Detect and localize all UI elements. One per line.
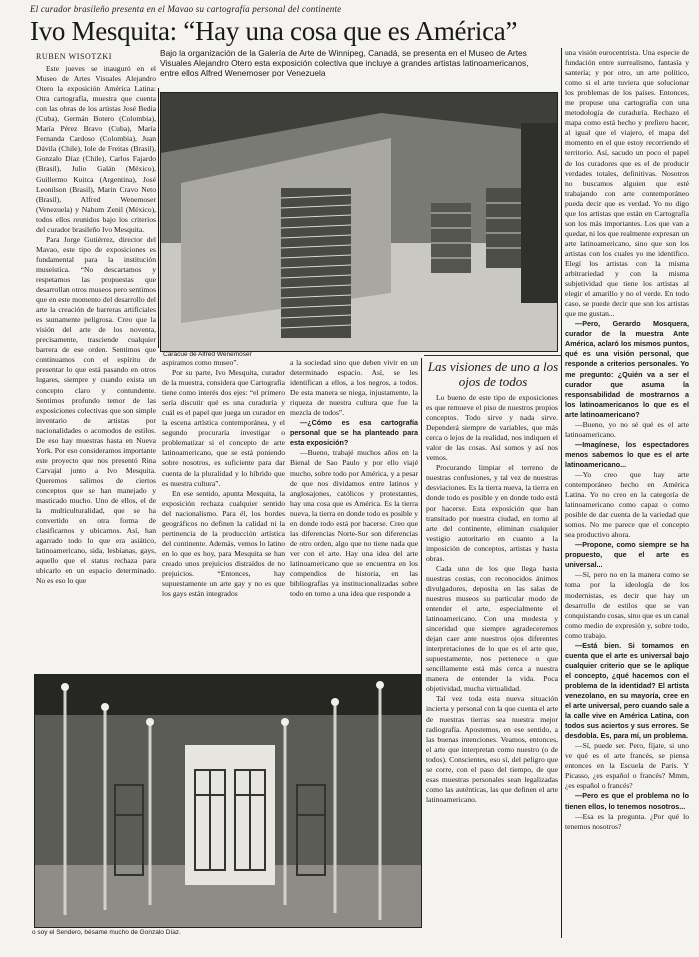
question — [565, 319, 689, 419]
paragraph: una visión eurocentrista. Una especie de fundación entre surrealismo, fantasía y santería; y por otro, un arte político, como si el arte tuviera que solucionar los problemas de los países. Entonces, me propuse una cartografía con una metodología de curaduría. Rechazo el mapa como está hecho y prefiero hacer, al igual que el viajero, el mapa del momento en el que estoy recorriendo el territorio. Así, sacudo un poco el papel de los curadores que es el de producir verdades totales, definitivas. Nosotros no buscamos alguien que esté trabajando con arte contemporáneo pueda decir que es verdad. Yo no digo que los artistas que están en Cartografía son los más importantes. Los que van a quedar, ni los que realmente expresan un arte latinoamericano, sino que son los artistas con los cuales yo me identifico. Elegí los artistas con la misma arbitrariedad y con la misma subjetividad que tiene los artistas al elegir el amarillo y no el verde. En todo caso, se puede decir que son los artistas que me gustan... — [565, 48, 689, 319]
paragraph: Para Jorge Gutiérrez, director del Mavao, este tipo de exposiciones es fundamental para la institución museística. “No descartamos y respetamos las propuestas que desarrollan otros museos pero sentimos que en este momento del desarrollo del arte la creación de barreras artificiales es sumamente peligrosa. Creo que la visión del arte de los noventa, precisamente, trasciende cualquier barrera de ese orden. Sentimos que continuamos con el espíritu de presentar lo que está pasando en otros lugares, siempre y cuando exista un concepto claro y contundente. Sentimos profundo temor de las exposiciones colectivas que son simple inventario de artistas por nacionalidades o acomodos de estilos. De eso hay muestras hasta en Nueva York. Por eso consideramos importante este proyecto que nos presentó Rina Carvajal junto a Ivo Mesquita. Queremos salirnos de ciertos conceptos que se han manejado y masticado mucho. Uno de ellos, el de la multiculturalidad, que se ha convertido en otra forma de clasificarnos y ubicarnos. Así, han agarrado todo lo que era asiático, latinoamericano, sida, lesbianas, gays, aquello que el status rechaza para ubicarlo en un espacio determinado. No es eso lo que — [36, 234, 156, 586]
question — [565, 540, 689, 570]
sidebar-title: Las visiones de uno a los ojos de todos — [424, 355, 562, 389]
paragraph: —Sí, pero no en la manera como se toma por la ideología de los modernistas, es decir que hay un desarrollo de estilos que se van conquistando cosas, sino que es un canal como medio de expresión y, sobre todo, como trabajo. — [565, 570, 689, 640]
question-text: —Imagínese, los espectadores menos sabemos lo que es el arte latinoamericano... — [565, 439, 689, 469]
question-text: —Está bien. Si tomamos en cuenta que el arte es universal bajo cualquier criterio que se le aplique el concepto, ¿qué hacemos con el problema de la identidad? El artista venezolano, en su mayoría, cree en el arte universal, pero cuando sale a la calle vive en América Latina, con todos sus aciertos y sus errores. Se desdobla. Es, para mí, un problema. — [565, 640, 689, 741]
column-3 — [290, 358, 418, 670]
question-text: —Pero, Gerardo Mosquera, curador de la muestra Ante América, aclaró los mismos puntos, qué es una visión personal, que responde a criterios personales. Yo me pregunto: ¿Quién va a ser el curador que asuma la responsabilidad de mostrarnos a los latinoamericanos lo que es el arte latinoamericano? — [565, 319, 689, 419]
question — [290, 418, 418, 448]
question — [565, 791, 689, 811]
paragraph: Lo bueno de este tipo de exposiciones es que remueve el piso de nuestros propios conceptos. Todo sirve y nada sirve. Dependerá siempre de variables, que más cerca o lejos de la realidad, nos indiquen el valor de las cosas. Así somos y así nos vemos. — [426, 393, 558, 463]
photo-installation-diaz — [34, 674, 422, 928]
paragraph: Cada uno de los que llega hasta nuestras costas, con reconocidos ánimos divulgadores, deposita en las salas de nuestros museos su particular modo de entender el arte, especialmente el latinoamericano. Con una modesta y sinceridad que siempre agradeceremos dejan caer ante nuestros ojos diferentes interpretaciones de lo que es el arte que, supuestamente, nos pertenece o que sencillamente está más cerca a nuestra manera de entender la vida. Poca objetividad, mucha virtualidad. — [426, 563, 558, 694]
column-1 — [36, 64, 156, 669]
column-4-sidebar — [426, 393, 558, 941]
column-5 — [565, 48, 689, 948]
paragraph: Por su parte, Ivo Mesquita, curador de la muestra, considera que Cartografía tiene como interés dos ejes: “el primero sería discutir qué es una curaduría y cuál es el papel que juega un curador en la escena artística contemporánea, y el segundo procuraría investigar o problematizar si el concepto de arte latinoamericano, que se está poniendo sobre nosotros, es suficiente para dar cuenta de la pluralidad y lo híbrido que es nuestra cultura”. — [162, 368, 285, 488]
deck: Bajo la organización de la Galería de Arte de Winnipeg, Canadá, se presenta en el Museo de Artes Visuales Alejandro Otero esta exposición colectiva que incluye a grandes artistas latinoamericanos, entre ellos Alfred Wenemoser por Venezuela — [160, 48, 529, 78]
paragraph: Tal vez toda esta nueva situación incierta y personal con la que cuenta el arte de nuestras tierras sea nuestra mejor radiografía. Apostemos, en ese sentido, a las buenas intenciones. Veamos, entonces, el arte que interpretan como nuestro (o de todos). Conscientes, eso sí, del peligro que se corre, con el paso del tiempo, de que esas muestras personales sean legalizadas como las auténticas, las que definen el arte latinoamericano. — [426, 694, 558, 804]
column-rule — [158, 88, 159, 348]
paragraph: a la sociedad sino que deben vivir en un determinado espacio. Así, se les identifican a ellos, a los negros, a todos. De esta manera se niega, injustamente, la riqueza de nuestra cultura que fue la mezcla de todos”. — [290, 358, 418, 418]
paragraph: aspiramos como museo”. — [162, 358, 239, 367]
question-text: —Propone, como siempre se ha propuesto, que el arte es universal... — [565, 540, 689, 570]
paragraph: Procurando limpiar el terreno de nuestras confusiones, y tal vez de nuestras desviaciones. Es la tierra nueva, la tierra en donde todo es posible y en donde todo está por hacerse. Esta exposición que han transitado por nuestra ciudad, en torno al arte del continente, eliminan cualquier vestigio autoritario en cuanto a la imposición de conceptos, artistas y hasta obras. — [426, 463, 558, 563]
photo-installation-wenemoser-image — [161, 93, 557, 351]
question-text: —¿Cómo es esa cartografía personal que se ha planteado para esta exposición? — [290, 418, 418, 448]
photo-caption: o soy el Sendero, bésame mucho de Gonzalo Díaz. — [32, 929, 181, 936]
headline: Ivo Mesquita: “Hay una cosa que es América” — [30, 16, 518, 46]
paragraph: —Sí, puede ser. Pero, fíjate, si uno ve qué es el arte francés, se piensa entonces en la Escuela de París. Y Picasso, ¿es español o francés? Mmm, ¿es español o francés? — [565, 741, 689, 791]
byline: RUBEN WISOTZKI — [36, 52, 113, 61]
column-rule — [561, 48, 562, 938]
paragraph: —Bueno, trabajé muchos años en la Bienal de Sao Paulo y por ello viajé mucho, sobre todo por América, y a pesar de que nos dividamos entre latinos y anglosajones, católicos y protestantes, hay una cosa que es América. Es la tierra nueva, la tierra en donde todo es posible y en donde todo está por hacerse. Creo que las diferencias Norte-Sur son diferencias de otro orden, algo que no tiene nada que ver con el arte. Hay una idea del arte latinoamericano que se encuentra en los compendios de historia, en las bibliografías ya institucionalizadas sobre todo en torno a una idea que responde a — [290, 448, 418, 599]
paragraph: —Esa es la pregunta. ¿Por qué lo tenemos nosotros? — [565, 811, 689, 831]
column-2 — [162, 358, 285, 670]
question — [565, 440, 689, 470]
photo-installation-diaz-image — [35, 675, 421, 927]
question — [565, 641, 689, 741]
paragraph: —Bueno, yo no sé qué es el arte latinoamericano. — [565, 419, 689, 439]
paragraph: —Yo creo que hay arte contemporáneo hecho en América Latina. Yo no creo en la categoría de latinoamericano como capaz o como posible de dar cuenta de la variedad que somos. No me parece que el concepto sea productivo ahora. — [565, 469, 689, 540]
kicker: El curador brasileño presenta en el Mavao su cartografía personal del continente — [30, 4, 342, 14]
photo-caption: Caracue de Alfred Wenemoser — [163, 351, 252, 358]
question-text: —Pero es que el problema no lo tienen ellos, lo tenemos nosotros... — [565, 791, 689, 811]
paragraph: En ese sentido, apunta Mesquita, la exposición rechaza cualquier sentido del nacionalismo. Para él, los bordes geográficos no definen la calidad ni la pertinencia de la producción artística del continente. Además, vemos lo latino en lo que es hoy, para Mesquita se han creado unos prejuicios distraídos de no prejuicios. “Entonces, hay supuestamente un arte gay y no es que los gays están integrados — [162, 488, 285, 599]
paragraph: Este jueves se inauguró en el Museo de Artes Visuales Alejandro Otero la exposición América Latina: Otra cartografía, muestra que cuenta con las obras de los artistas José Bedia (Cuba), Germán Botero (Colombia), María Pérez Bravo (Cuba), María Fernanda Cardoso (Colombia), Juan Dávila (Chile), Iole de Freitas (Brasil), Gonzalo Díaz (Chile), Carlos Fajardo (Brasil), Julio Galán (México), Guillermo Kuitca (Argentina), José Leonilson (Brasil), Marin Cravo Neto (Brasil), Alfred Wenemoser (Venezuela) y Nahum Zenil (México), todos ellos reunidos bajo los criterios del curador brasileño Ivo Mesquita. — [36, 64, 156, 234]
photo-installation-wenemoser — [160, 92, 558, 352]
